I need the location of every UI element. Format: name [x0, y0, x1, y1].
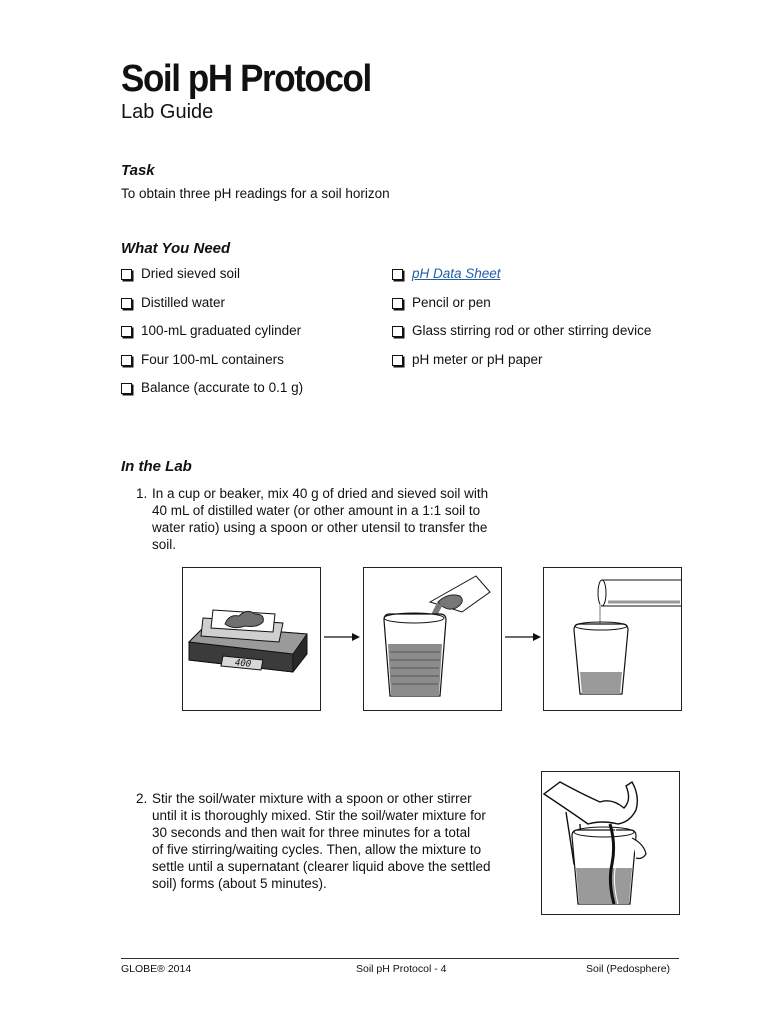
needs-item: pH meter or pH paper — [392, 352, 651, 381]
needs-item: Pencil or pen — [392, 295, 651, 324]
task-heading: Task — [121, 162, 155, 179]
needs-item: Four 100-mL containers — [121, 352, 303, 381]
hand-stir-icon — [542, 772, 679, 914]
step-2: 2. Stir the soil/water mixture with a spoon or other stirrer until it is thoroughly mixed. Stir the soil/water mixture for 30 seconds and then wait for three minutes for a total of five stirring/waiting cycles. Then, allow the mixture to settle until a supernatant (clearer liquid above the settled soil) forms (about 5 minutes). — [136, 791, 491, 891]
step-number: 2. — [136, 791, 148, 806]
stir-illustration — [541, 771, 680, 915]
task-text: To obtain three pH readings for a soil horizon — [121, 186, 390, 201]
footer-left: GLOBE® 2014 — [121, 963, 192, 975]
footer-right: Soil (Pedosphere) — [586, 963, 671, 975]
needs-item: Distilled water — [121, 295, 303, 324]
scale-display: 400 — [234, 658, 252, 670]
checkbox-icon — [121, 383, 132, 394]
pour-water-illustration — [543, 567, 682, 711]
arrow-icon — [322, 630, 362, 644]
lab-heading: In the Lab — [121, 458, 192, 475]
step-1: 1. In a cup or beaker, mix 40 g of dried and sieved soil with 40 mL of distilled water (or other amount in a 1:1 soil to water ratio) using a spoon or other utensil to transfer the soil. — [136, 486, 489, 552]
pour-soil-illustration — [363, 567, 502, 711]
checkbox-icon — [392, 355, 403, 366]
footer-center: Soil pH Protocol - 4 — [356, 963, 447, 975]
needs-item: Balance (accurate to 0.1 g) — [121, 380, 303, 409]
needs-heading: What You Need — [121, 240, 231, 257]
cylinder-icon — [544, 568, 681, 710]
needs-item: 100-mL graduated cylinder — [121, 323, 303, 352]
ph-data-sheet-link[interactable]: pH Data Sheet — [412, 266, 501, 281]
balance-illustration — [182, 567, 321, 711]
page-subtitle: Lab Guide — [121, 101, 214, 123]
footer-divider — [121, 958, 679, 959]
needs-list-left — [121, 266, 303, 409]
needs-list-right — [392, 266, 651, 380]
needs-item — [392, 266, 651, 295]
checkbox-icon — [392, 326, 403, 337]
checkbox-icon — [392, 298, 403, 309]
needs-item: Glass stirring rod or other stirring device — [392, 323, 651, 352]
needs-item: Dried sieved soil — [121, 266, 303, 295]
page-title: Soil pH Protocol — [121, 58, 371, 100]
step-number: 1. — [136, 486, 148, 501]
balance-icon — [183, 568, 320, 710]
beaker-icon — [364, 568, 501, 710]
checkbox-icon — [121, 326, 132, 337]
checkbox-icon — [392, 269, 403, 280]
checkbox-icon — [121, 355, 132, 366]
checkbox-icon — [121, 298, 132, 309]
checkbox-icon — [121, 269, 132, 280]
arrow-icon — [503, 630, 543, 644]
